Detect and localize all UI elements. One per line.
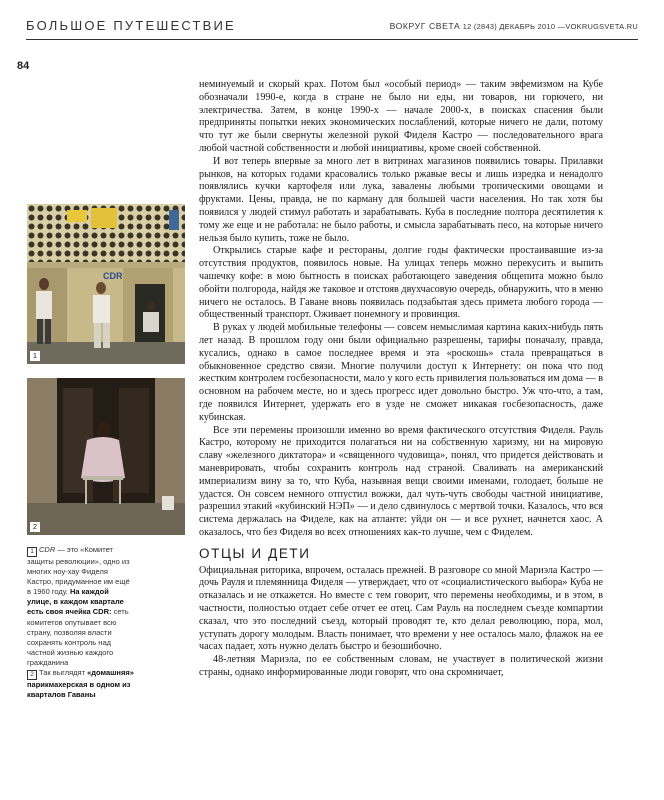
paragraph-6: Официальная риторика, впрочем, осталась прежней. В разговоре со мной Мариэла Кастро — дочь Рауля и племянница Фиделя — утверждает, что от «социалистического выбора» Куба не отказалась и не откажется. Но вместе с тем говорит, что перемены необходимы, и в этом, в частности, полностью отдает себе отчет ее отец. Сам Рауль на последнем съезде компартии сказал, что это последний съезд, который проводят те, кто делал революцию, пора, мол, уступать дорогу молодым. Власть понимает, что времени у нее осталось мало, флажок на ее часах падает, хоть нужно делать быстро и безошибочно. — [199, 564, 603, 653]
paragraph-4: В руках у людей мобильные телефоны — совсем немыслимая картина каких-нибудь пять лет назад. В прошлом году они были официально разрешены, тарифы поначалу, правда, кусались, однако в самое последнее время и эта «роскошь» стала превращаться в обыкновенное средство связи. Многие получили доступ к Интернету: он пока что под жестким контролем госбезопасности, мало у кого есть привилегия пользоваться им дома — в основном на рабочем месте, но и здесь прогресс идет довольно быстро. Уж что-что, а там, где появился Интернет, удержать его в узде не сможет никакая госбезопасность, даже кубинская. — [199, 322, 603, 423]
photo-number-2: 2 — [30, 522, 40, 532]
website-link[interactable]: VOKRUGSVETA.RU — [565, 22, 638, 31]
issue-number: 12 (2843) ДЕКАБРЬ 2010 — [462, 22, 556, 31]
article-body — [199, 79, 603, 680]
paragraph-7: 48-летняя Мариэла, по ее собственным словам, не участвует в политической жизни страны, однако информированные люди говорят, что она скромничает, — [199, 654, 603, 679]
page-number: 84 — [17, 60, 30, 72]
caption-2-pre: Так выглядят — [39, 668, 88, 678]
header-rule — [26, 39, 638, 40]
caption-number-2: 2 — [27, 670, 37, 680]
paragraph-2: И вот теперь впервые за много лет в витринах магазинов появились товары. Прилавки рынков, на которых годами красовались только ржавые весы и лишь изредка и ненадолго появлялись кучки картофеля или лука, завалены любыми тропическими овощами и фруктами. Цены, правда, не по карману для большей части населения. Но так хотя бы появился у людей стимул работать и зарабатывать. Куба в последние полтора десятилетия к тому же еще и не работала: не было работы, и смысла зарабатывать песо, на которые ничего нельзя было купить, тоже не было. — [199, 155, 603, 244]
caption-number-1: 1 — [27, 547, 37, 557]
caption-1-bold: На каждой улице, в каждом квартале есть своя ячейка CDR: — [27, 587, 124, 617]
issue-separator: — — [557, 22, 566, 31]
caption-2-bold: «домашняя» парикмахерская в одном из кварталов Гаваны — [27, 668, 134, 700]
paragraph-3: Открылись старые кафе и рестораны, долгие годы фактически простаивавшие из-за отсутствия продуктов, появилось новые. На улицах теперь можно перекусить и выпить чашечку кофе: в мою бытность в поисках работающего заведения общепита можно было обойти полгорода, найдя же таковое и отстояв двухчасовую очередь, обнаружить, что в меню ничего не осталось. В Гаване вновь появилась подзабытая здесь примета любого города — общественный транспорт. Оживает понемногу и провинция. — [199, 245, 603, 321]
photo-caption — [27, 545, 135, 700]
caption-2 — [27, 668, 135, 700]
caption-1 — [27, 545, 135, 668]
issue-info — [390, 21, 638, 31]
cdr-sign: CDR — [103, 271, 123, 281]
photo-cdr-building — [27, 204, 185, 364]
photo-cdr-illustration — [27, 204, 185, 364]
photo-barbershop-illustration — [27, 378, 185, 535]
paragraph-1: неминуемый и скорый крах. Потом был «особый период» — таким эвфемизмом на Кубе обозначали 1990-е, когда в стране не было ни еды, ни товаров, ни горючего, ни электричества. Затем, в конце 1990-х — начале 2000-х, в поисках спасения были предприняты попытки неких экономических послаблений, которые ничего не дали, потому что тут же были свернуты железной рукой Фиделя Кастро — последовательного врага любой частной собственности и любой инициативы, кроме своей собственной. — [199, 79, 603, 154]
caption-1-text: — это «Комитет защиты революции», одно из многих ноу-хау Фиделя Кастро, придуманное им ещё в 1960 году. — [27, 545, 130, 597]
photo-number-1: 1 — [30, 351, 40, 361]
caption-1-term: CDR — [39, 545, 56, 554]
section-title: БОЛЬШОЕ ПУТЕШЕСТВИЕ — [26, 18, 236, 33]
caption-1-tail: сеть комитетов опутывает всю страну, позволяя власти сохранять контроль над частной жизнью каждого гражданина — [27, 607, 129, 667]
paragraph-5: Все эти перемены произошли именно во время фактического отсутствия Фиделя. Рауль Кастро, которому не приходится полагаться ни на собственную харизму, ни на мировую славу «железного диктатора» и «священного чудовища», понял, что придется действовать и маневрировать, чтобы сохранить контроль над страной. Сваливать на американский империализм вину за то, что Куба, назывная вещи своими именами, голодает, больше не удастся. Он совсем немного отпустил вожжи, дал чуть-чуть свободы частной инициативе, разрешил этакий «кубинский НЭП» — и дело сдвинулось с мертвой точки. Казалось, что вся система держалась на Фиделе, как на атланте: уйди он — и все рухнет, начнется хаос. А оказалось, что без Фиделя во всех отношениях как-то лучше, чем с Фиделем. — [199, 424, 603, 538]
photo-barbershop — [27, 378, 185, 535]
magazine-name: ВОКРУГ СВЕТА — [389, 21, 461, 31]
subheading: ОТЦЫ И ДЕТИ — [199, 545, 311, 561]
